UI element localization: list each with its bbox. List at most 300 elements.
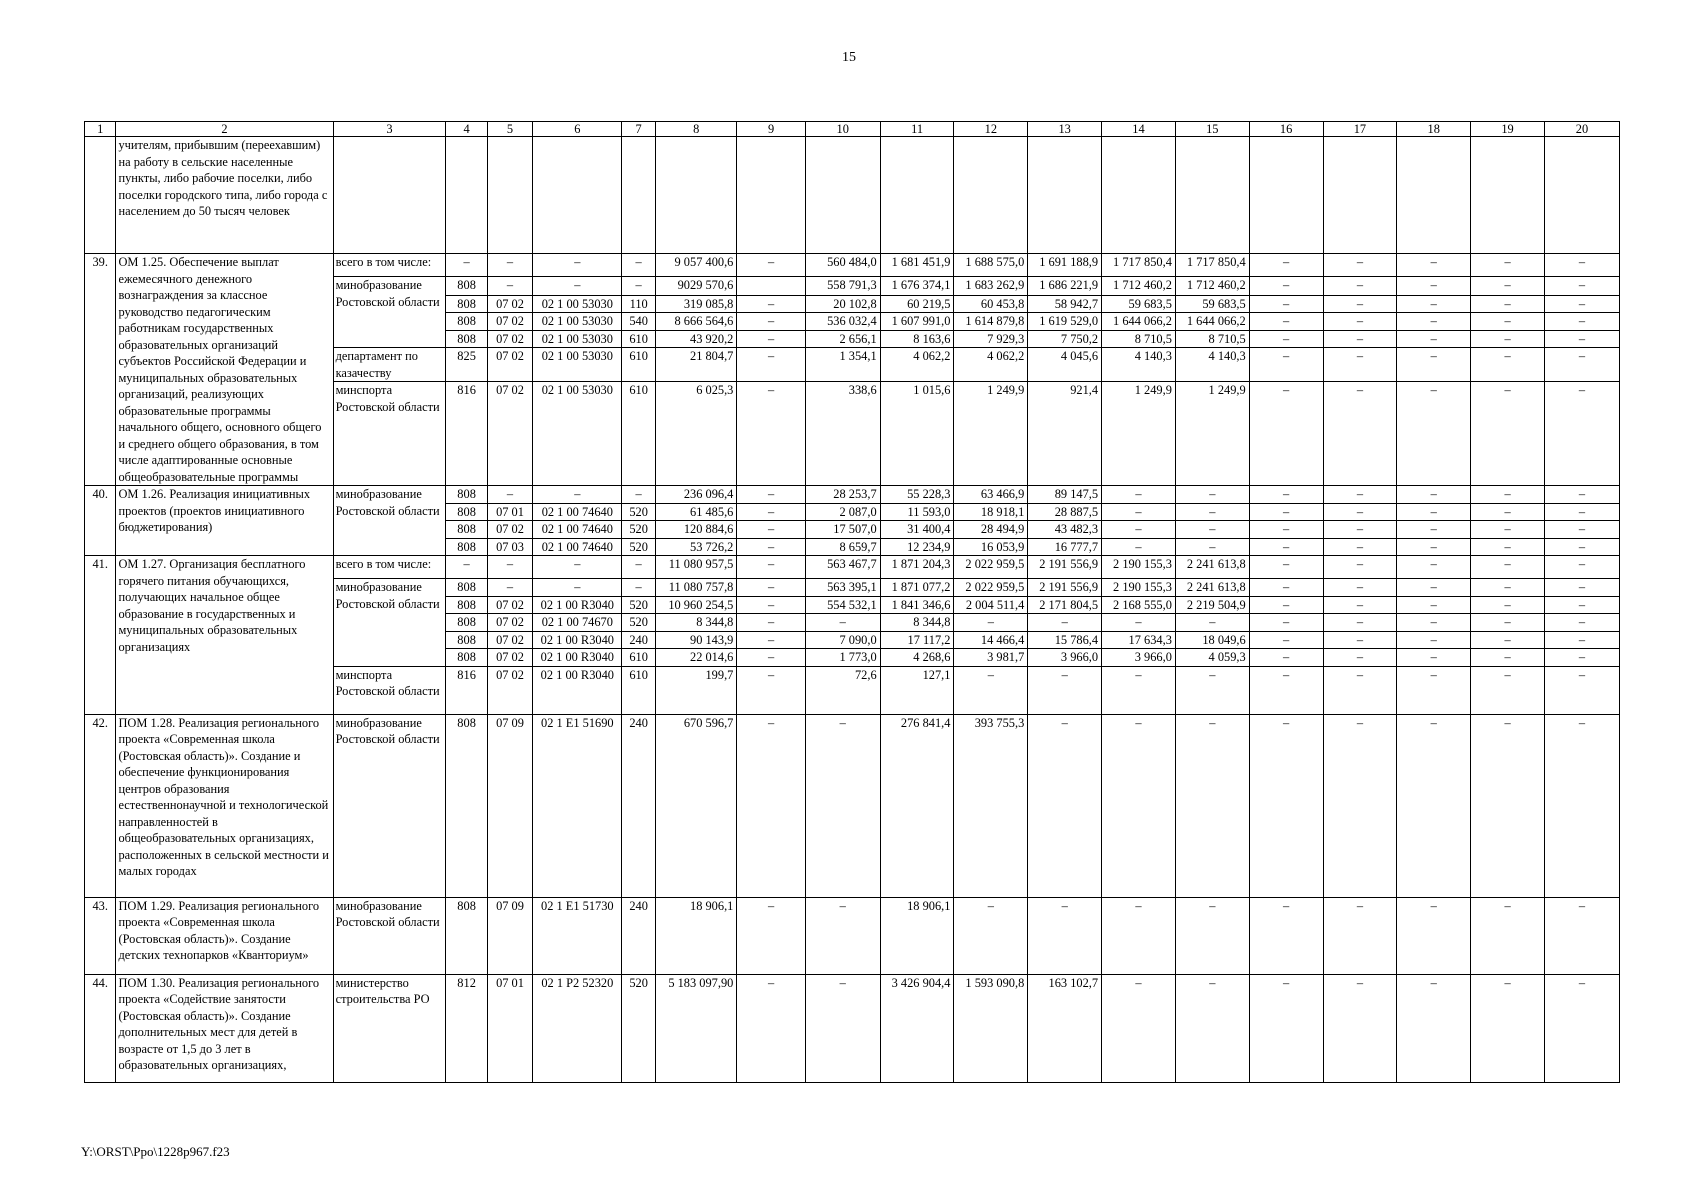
data-cell: – xyxy=(1323,631,1397,649)
data-cell: 8 163,6 xyxy=(880,330,954,348)
data-cell: 07 02 xyxy=(487,631,533,649)
data-cell: 07 03 xyxy=(487,538,533,556)
column-header-6: 6 xyxy=(533,122,622,137)
data-cell: – xyxy=(1175,666,1249,714)
data-cell: – xyxy=(487,254,533,277)
data-cell: 60 453,8 xyxy=(954,295,1028,313)
data-cell: – xyxy=(1175,538,1249,556)
data-cell: – xyxy=(1323,666,1397,714)
data-cell: – xyxy=(1471,897,1545,974)
data-cell: – xyxy=(1323,649,1397,667)
data-cell: 4 045,6 xyxy=(1028,348,1102,382)
data-cell: – xyxy=(1323,313,1397,331)
column-header-1: 1 xyxy=(85,122,116,137)
data-cell: 4 140,3 xyxy=(1175,348,1249,382)
data-cell: 02 1 00 74640 xyxy=(533,503,622,521)
data-cell: – xyxy=(1028,714,1102,897)
data-cell: – xyxy=(1175,614,1249,632)
data-cell: 1 683 262,9 xyxy=(954,277,1028,296)
data-cell: 1 691 188,9 xyxy=(1028,254,1102,277)
data-cell: 520 xyxy=(622,614,656,632)
data-cell: 6 025,3 xyxy=(655,382,736,486)
data-cell xyxy=(1102,137,1176,254)
row-number-cell: 43. xyxy=(85,897,116,974)
data-cell: 2 190 155,3 xyxy=(1102,579,1176,597)
data-cell: – xyxy=(622,579,656,597)
data-cell: 808 xyxy=(446,295,487,313)
data-cell: – xyxy=(1323,254,1397,277)
data-cell xyxy=(1544,137,1619,254)
data-cell: 808 xyxy=(446,503,487,521)
data-cell: – xyxy=(1323,277,1397,296)
data-cell: 17 117,2 xyxy=(880,631,954,649)
data-cell: 2 022 959,5 xyxy=(954,556,1028,579)
data-cell: – xyxy=(1249,277,1323,296)
table-row xyxy=(85,714,1620,897)
data-cell: – xyxy=(1471,313,1545,331)
data-cell: 558 791,3 xyxy=(805,277,880,296)
data-cell: – xyxy=(1544,631,1619,649)
data-cell xyxy=(1471,137,1545,254)
data-cell: – xyxy=(1249,974,1323,1082)
data-cell: – xyxy=(737,382,805,486)
data-cell: 563 467,7 xyxy=(805,556,880,579)
column-header-19: 19 xyxy=(1471,122,1545,137)
data-cell: 02 1 00 R3040 xyxy=(533,596,622,614)
data-cell: – xyxy=(1323,714,1397,897)
data-cell: 520 xyxy=(622,521,656,539)
data-cell: 2 241 613,8 xyxy=(1175,556,1249,579)
data-cell: – xyxy=(533,556,622,579)
data-cell: 1 712 460,2 xyxy=(1175,277,1249,296)
column-header-18: 18 xyxy=(1397,122,1471,137)
data-cell: 8 344,8 xyxy=(655,614,736,632)
data-cell xyxy=(446,137,487,254)
data-cell: 10 960 254,5 xyxy=(655,596,736,614)
data-cell: – xyxy=(737,330,805,348)
data-cell: 02 1 Е1 51730 xyxy=(533,897,622,974)
data-cell: – xyxy=(737,614,805,632)
data-cell: 31 400,4 xyxy=(880,521,954,539)
data-cell: – xyxy=(737,521,805,539)
data-cell: – xyxy=(1249,521,1323,539)
data-cell: 560 484,0 xyxy=(805,254,880,277)
data-cell: 1 681 451,9 xyxy=(880,254,954,277)
item-name-cell: ПОМ 1.28. Реализация регионального проекта «Современная школа (Ростовская область)». Создание и обеспечение функционирования центров образования естественнонаучной и технологической направленностей в общеобразовательных организациях, расположенных в сельской местности и малых городах xyxy=(116,714,333,897)
data-cell: 2 190 155,3 xyxy=(1102,556,1176,579)
data-cell: – xyxy=(737,503,805,521)
executor-cell: всего в том числе: xyxy=(333,556,446,579)
data-cell: – xyxy=(1397,666,1471,714)
data-cell: 199,7 xyxy=(655,666,736,714)
data-cell: 17 634,3 xyxy=(1102,631,1176,649)
data-cell: 2 087,0 xyxy=(805,503,880,521)
data-cell: 1 644 066,2 xyxy=(1102,313,1176,331)
data-cell: 7 929,3 xyxy=(954,330,1028,348)
data-cell: 812 xyxy=(446,974,487,1082)
data-cell: 2 656,1 xyxy=(805,330,880,348)
data-cell: 90 143,9 xyxy=(655,631,736,649)
data-cell: – xyxy=(1249,714,1323,897)
data-cell: – xyxy=(737,579,805,597)
item-name-cell: учителям, прибывшим (переехавшим) на работу в сельские населенные пункты, либо рабочие поселки, либо поселки городского типа, либо города с населением до 50 тысяч человек xyxy=(116,137,333,254)
data-cell xyxy=(655,137,736,254)
data-cell: 43 482,3 xyxy=(1028,521,1102,539)
data-cell: 1 841 346,6 xyxy=(880,596,954,614)
column-header-7: 7 xyxy=(622,122,656,137)
data-cell: – xyxy=(1471,596,1545,614)
data-cell: 563 395,1 xyxy=(805,579,880,597)
data-cell: – xyxy=(1397,897,1471,974)
data-cell: 120 884,6 xyxy=(655,521,736,539)
data-cell: – xyxy=(1323,503,1397,521)
data-cell: – xyxy=(805,974,880,1082)
data-cell: – xyxy=(954,897,1028,974)
data-cell: 3 966,0 xyxy=(1028,649,1102,667)
data-cell: – xyxy=(1323,974,1397,1082)
data-cell: – xyxy=(737,348,805,382)
data-cell: – xyxy=(805,897,880,974)
column-header-5: 5 xyxy=(487,122,533,137)
table-row xyxy=(85,486,1620,504)
data-cell: – xyxy=(1471,382,1545,486)
data-cell: 18 049,6 xyxy=(1175,631,1249,649)
data-cell: – xyxy=(1249,897,1323,974)
data-cell: – xyxy=(1471,579,1545,597)
data-cell: – xyxy=(1397,596,1471,614)
data-cell: 53 726,2 xyxy=(655,538,736,556)
data-cell: 07 02 xyxy=(487,596,533,614)
data-cell: 1 644 066,2 xyxy=(1175,313,1249,331)
data-cell: – xyxy=(1471,295,1545,313)
data-cell: 921,4 xyxy=(1028,382,1102,486)
data-cell: – xyxy=(1323,556,1397,579)
data-cell: – xyxy=(1249,666,1323,714)
data-cell: – xyxy=(1175,503,1249,521)
data-cell: 808 xyxy=(446,714,487,897)
data-cell: – xyxy=(1102,538,1176,556)
data-cell xyxy=(954,137,1028,254)
data-cell: 2 219 504,9 xyxy=(1175,596,1249,614)
data-cell: 1 619 529,0 xyxy=(1028,313,1102,331)
column-header-12: 12 xyxy=(954,122,1028,137)
column-header-11: 11 xyxy=(880,122,954,137)
data-cell: – xyxy=(1323,330,1397,348)
data-cell: – xyxy=(737,313,805,331)
data-cell: 5 183 097,90 xyxy=(655,974,736,1082)
data-cell: – xyxy=(1397,631,1471,649)
data-cell: – xyxy=(1323,614,1397,632)
data-cell: 9 057 400,6 xyxy=(655,254,736,277)
data-cell: – xyxy=(446,254,487,277)
data-cell: 72,6 xyxy=(805,666,880,714)
data-cell: – xyxy=(1323,897,1397,974)
data-cell: – xyxy=(1102,521,1176,539)
column-header-13: 13 xyxy=(1028,122,1102,137)
item-name-cell: ОМ 1.27. Организация бесплатного горячего питания обучающихся, получающих начальное общее образование в государственных и муниципальных образовательных организациях xyxy=(116,556,333,715)
data-cell: 4 268,6 xyxy=(880,649,954,667)
data-cell: – xyxy=(1544,556,1619,579)
data-cell: 58 942,7 xyxy=(1028,295,1102,313)
column-header-14: 14 xyxy=(1102,122,1176,137)
data-cell: – xyxy=(1249,330,1323,348)
data-cell: – xyxy=(1471,277,1545,296)
data-cell xyxy=(1249,137,1323,254)
data-cell: – xyxy=(1397,579,1471,597)
data-cell: 02 1 00 53030 xyxy=(533,313,622,331)
data-cell: 21 804,7 xyxy=(655,348,736,382)
data-cell: – xyxy=(1397,382,1471,486)
data-cell: 670 596,7 xyxy=(655,714,736,897)
data-cell: 02 1 00 74670 xyxy=(533,614,622,632)
data-cell: 07 02 xyxy=(487,521,533,539)
data-cell: – xyxy=(1397,254,1471,277)
data-cell: 808 xyxy=(446,277,487,296)
data-cell: – xyxy=(622,277,656,296)
data-cell: 28 887,5 xyxy=(1028,503,1102,521)
data-cell: 3 426 904,4 xyxy=(880,974,954,1082)
data-cell: 07 02 xyxy=(487,330,533,348)
data-cell: – xyxy=(805,714,880,897)
data-cell: 02 1 00 R3040 xyxy=(533,649,622,667)
data-cell: – xyxy=(1102,714,1176,897)
data-cell: 338,6 xyxy=(805,382,880,486)
data-cell: 240 xyxy=(622,897,656,974)
data-cell: 1 354,1 xyxy=(805,348,880,382)
data-cell: – xyxy=(1544,313,1619,331)
data-cell: – xyxy=(1471,503,1545,521)
data-cell: – xyxy=(622,556,656,579)
data-cell: 1 686 221,9 xyxy=(1028,277,1102,296)
data-cell: – xyxy=(1397,313,1471,331)
row-number-cell: 42. xyxy=(85,714,116,897)
data-cell: 236 096,4 xyxy=(655,486,736,504)
data-cell: 11 593,0 xyxy=(880,503,954,521)
data-cell: – xyxy=(1544,596,1619,614)
data-cell: 1 015,6 xyxy=(880,382,954,486)
data-cell: – xyxy=(737,486,805,504)
data-cell: – xyxy=(446,556,487,579)
data-cell: – xyxy=(1397,614,1471,632)
data-cell: – xyxy=(1102,486,1176,504)
row-number-cell: 41. xyxy=(85,556,116,715)
data-cell: 02 1 00 53030 xyxy=(533,330,622,348)
data-cell: 55 228,3 xyxy=(880,486,954,504)
row-number-cell: 39. xyxy=(85,254,116,486)
data-cell: 8 710,5 xyxy=(1102,330,1176,348)
data-cell: – xyxy=(1544,579,1619,597)
data-cell: – xyxy=(1397,974,1471,1082)
data-cell: – xyxy=(1249,503,1323,521)
data-cell: 1 249,9 xyxy=(1102,382,1176,486)
data-cell: – xyxy=(1323,579,1397,597)
data-cell: 63 466,9 xyxy=(954,486,1028,504)
data-cell: 18 918,1 xyxy=(954,503,1028,521)
data-cell: 28 253,7 xyxy=(805,486,880,504)
data-cell: 02 1 00 53030 xyxy=(533,295,622,313)
data-cell: 07 02 xyxy=(487,348,533,382)
column-header-15: 15 xyxy=(1175,122,1249,137)
data-cell: 2 168 555,0 xyxy=(1102,596,1176,614)
data-cell: – xyxy=(1471,330,1545,348)
data-cell: – xyxy=(737,295,805,313)
data-cell: 18 906,1 xyxy=(655,897,736,974)
data-cell: 808 xyxy=(446,614,487,632)
data-cell: – xyxy=(1471,714,1545,897)
data-cell: – xyxy=(1028,666,1102,714)
table-row xyxy=(85,254,1620,277)
data-cell: – xyxy=(1249,579,1323,597)
data-cell: 07 02 xyxy=(487,313,533,331)
data-cell: 8 659,7 xyxy=(805,538,880,556)
row-number-cell: 44. xyxy=(85,974,116,1082)
data-cell: 07 09 xyxy=(487,897,533,974)
data-cell: – xyxy=(1544,714,1619,897)
column-header-4: 4 xyxy=(446,122,487,137)
data-cell: 02 1 00 74640 xyxy=(533,521,622,539)
row-number-cell: 40. xyxy=(85,486,116,556)
data-cell: 1 593 090,8 xyxy=(954,974,1028,1082)
data-cell: – xyxy=(1544,666,1619,714)
data-cell: 9029 570,6 xyxy=(655,277,736,296)
data-cell: 28 494,9 xyxy=(954,521,1028,539)
data-cell: 1 614 879,8 xyxy=(954,313,1028,331)
data-cell: – xyxy=(1544,614,1619,632)
data-cell: – xyxy=(1249,348,1323,382)
data-cell: 16 777,7 xyxy=(1028,538,1102,556)
data-cell: – xyxy=(805,614,880,632)
data-cell xyxy=(333,137,446,254)
data-cell: 11 080 757,8 xyxy=(655,579,736,597)
data-cell: – xyxy=(1544,382,1619,486)
data-cell: – xyxy=(737,714,805,897)
data-cell: 1 676 374,1 xyxy=(880,277,954,296)
data-cell: 808 xyxy=(446,313,487,331)
data-cell: – xyxy=(1249,556,1323,579)
data-cell: 610 xyxy=(622,348,656,382)
executor-cell: минспорта Ростовской области xyxy=(333,666,446,714)
data-cell: – xyxy=(1397,503,1471,521)
data-cell: – xyxy=(1544,486,1619,504)
data-cell: 808 xyxy=(446,330,487,348)
data-cell: 1 688 575,0 xyxy=(954,254,1028,277)
data-cell: 7 750,2 xyxy=(1028,330,1102,348)
data-cell: – xyxy=(1544,897,1619,974)
data-cell: – xyxy=(1249,596,1323,614)
data-cell: 808 xyxy=(446,579,487,597)
data-cell: 1 712 460,2 xyxy=(1102,277,1176,296)
data-cell: – xyxy=(1323,382,1397,486)
data-cell: 07 02 xyxy=(487,382,533,486)
data-cell: 02 1 00 R3040 xyxy=(533,666,622,714)
data-cell: – xyxy=(487,579,533,597)
data-cell: – xyxy=(1249,614,1323,632)
column-header-8: 8 xyxy=(655,122,736,137)
budget-table xyxy=(84,121,1620,1083)
data-cell: 240 xyxy=(622,714,656,897)
data-cell: – xyxy=(1397,538,1471,556)
data-cell: – xyxy=(533,277,622,296)
table-row xyxy=(85,897,1620,974)
data-cell: – xyxy=(1544,974,1619,1082)
data-cell: 808 xyxy=(446,521,487,539)
executor-cell: минобразование Ростовской области xyxy=(333,486,446,556)
data-cell: – xyxy=(1544,503,1619,521)
data-cell: 59 683,5 xyxy=(1102,295,1176,313)
data-cell: 1 717 850,4 xyxy=(1175,254,1249,277)
data-cell: 610 xyxy=(622,382,656,486)
data-cell: – xyxy=(1249,382,1323,486)
data-cell: – xyxy=(1323,521,1397,539)
data-cell: 15 786,4 xyxy=(1028,631,1102,649)
data-cell: 276 841,4 xyxy=(880,714,954,897)
data-cell: – xyxy=(1175,486,1249,504)
data-cell xyxy=(1323,137,1397,254)
data-cell: – xyxy=(1175,714,1249,897)
data-cell: 8 710,5 xyxy=(1175,330,1249,348)
data-cell: – xyxy=(1249,538,1323,556)
data-cell: 240 xyxy=(622,631,656,649)
data-cell: – xyxy=(1397,649,1471,667)
data-cell: – xyxy=(1397,486,1471,504)
data-cell: 8 344,8 xyxy=(880,614,954,632)
executor-cell: департамент по казачеству xyxy=(333,348,446,382)
data-cell: 2 022 959,5 xyxy=(954,579,1028,597)
data-cell: 1 249,9 xyxy=(1175,382,1249,486)
data-cell: 11 080 957,5 xyxy=(655,556,736,579)
data-cell: – xyxy=(1471,348,1545,382)
data-cell: – xyxy=(737,556,805,579)
data-cell: 89 147,5 xyxy=(1028,486,1102,504)
data-cell: 110 xyxy=(622,295,656,313)
data-cell xyxy=(1397,137,1471,254)
data-cell: – xyxy=(487,486,533,504)
data-cell: – xyxy=(1397,277,1471,296)
data-cell: 808 xyxy=(446,538,487,556)
data-cell: 1 871 204,3 xyxy=(880,556,954,579)
data-cell: 07 02 xyxy=(487,295,533,313)
data-cell: 2 191 556,9 xyxy=(1028,579,1102,597)
column-header-20: 20 xyxy=(1544,122,1619,137)
data-cell: – xyxy=(1102,666,1176,714)
data-cell: – xyxy=(1175,521,1249,539)
data-cell: 02 1 00 R3040 xyxy=(533,631,622,649)
data-cell: – xyxy=(1323,538,1397,556)
column-header-16: 16 xyxy=(1249,122,1323,137)
data-cell: 610 xyxy=(622,649,656,667)
data-cell xyxy=(805,137,880,254)
data-cell: – xyxy=(1471,521,1545,539)
data-cell: 17 507,0 xyxy=(805,521,880,539)
data-cell: – xyxy=(737,666,805,714)
data-cell: – xyxy=(487,556,533,579)
data-cell: 02 1 00 53030 xyxy=(533,382,622,486)
data-cell: – xyxy=(1471,631,1545,649)
table-body xyxy=(85,137,1620,1083)
column-header-17: 17 xyxy=(1323,122,1397,137)
data-cell: – xyxy=(737,897,805,974)
data-cell: – xyxy=(1471,666,1545,714)
data-cell: – xyxy=(1544,649,1619,667)
data-cell: 1 249,9 xyxy=(954,382,1028,486)
column-header-2: 2 xyxy=(116,122,333,137)
data-cell: 07 02 xyxy=(487,666,533,714)
data-cell: – xyxy=(1397,295,1471,313)
data-cell: – xyxy=(1471,254,1545,277)
data-cell: 554 532,1 xyxy=(805,596,880,614)
data-cell: – xyxy=(1544,521,1619,539)
data-cell: – xyxy=(1249,649,1323,667)
